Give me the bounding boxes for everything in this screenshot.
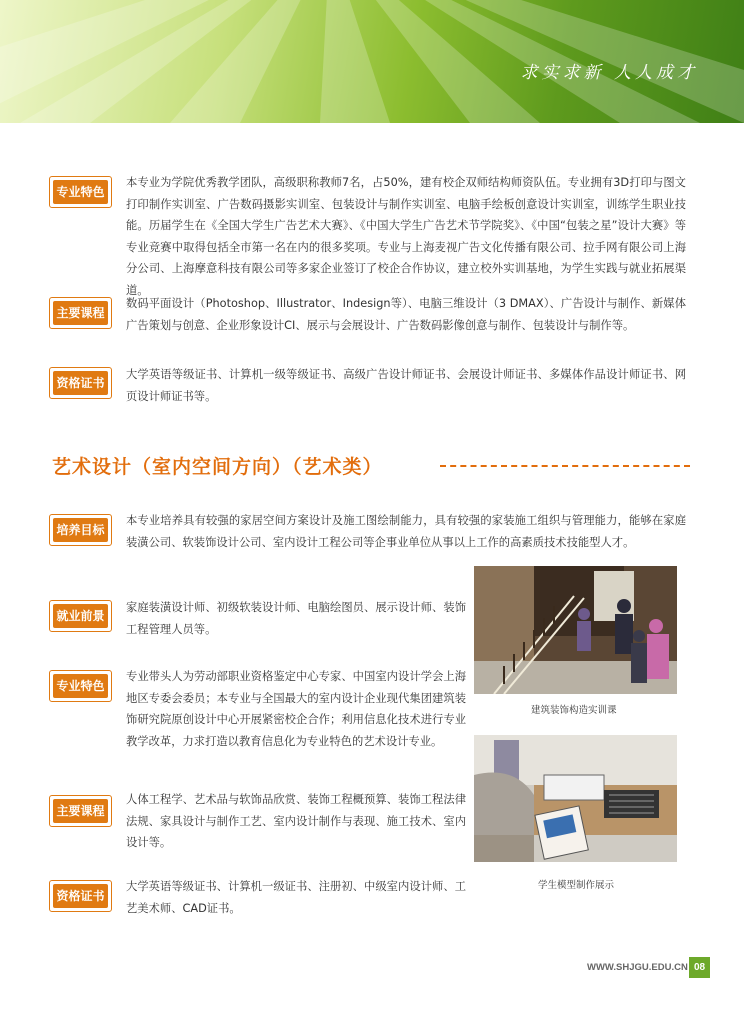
page-number: 08 xyxy=(689,957,710,978)
badge-certs-2: 资格证书 xyxy=(53,884,108,908)
certs-text-1: 大学英语等级证书、计算机一级等级证书、高级广告设计师证书、会展设计师证书、多媒体作品设计师证书、网页设计师证书等。 xyxy=(126,368,686,403)
badge-goal: 培养目标 xyxy=(53,518,108,542)
section-title: 艺术设计（室内空间方向）（艺术类） xyxy=(52,456,383,478)
specialty-text-1: 本专业为学院优秀教学团队，高级职称教师7名，占50%，建有校企双师结构师资队伍。专业拥有3D打印与图文打印制作实训室、广告数码摄影实训室、包装设计与制作实训室、电脑手绘板创意设计实训室，训练学生职业技能。历届学生在《全国大学生广告艺术大赛》、《中国大学生广告艺术节学院奖》、《中国“包装之星”设计大赛》等专业竞赛中取得包括全市第一名在内的很多奖项。专业与上海麦视广告文化传播有限公司、拉手网有限公司上海分公司、上海摩意科技有限公司等多家企业签订了校企合作协议，建立校外实训基地，为学生实践与就业拓展渠道。 xyxy=(126,176,686,297)
footer-url[interactable]: WWW.SHJGU.EDU.CN xyxy=(587,962,688,973)
title-dash-divider xyxy=(440,465,690,467)
photo2-caption: 学生模型制作展示 xyxy=(538,880,615,891)
photo-model-display xyxy=(474,735,677,862)
courses-text-2: 人体工程学、艺术品与软饰品欣赏、装饰工程概预算、装饰工程法律法规、家具设计与制作工艺、室内设计制作与表现、施工技术、室内设计等。 xyxy=(126,793,466,849)
courses-text-1: 数码平面设计（Photoshop、Illustrator、Indesign等）、电脑三维设计（3 DMAX）、广告设计与制作、新媒体广告策划与创意、企业形象设计CI、展示与会展设计、广告数码影像创意与制作、包装设计与制作等。 xyxy=(126,297,686,332)
badge-certs-1: 资格证书 xyxy=(53,371,108,395)
badge-prospects: 就业前景 xyxy=(53,604,108,628)
badge-courses-1: 主要课程 xyxy=(53,301,108,325)
badge-courses-2: 主要课程 xyxy=(53,799,108,823)
photo1-caption: 建筑装饰构造实训课 xyxy=(531,705,617,716)
certs-text-2: 大学英语等级证书、计算机一级证书、注册初、中级室内设计师、工艺美术师、CAD证书。 xyxy=(126,880,466,915)
goal-text: 本专业培养具有较强的家居空间方案设计及施工图绘制能力，具有较强的家装施工组织与管理能力，能够在家庭装潢公司、软装饰设计公司、室内设计工程公司等企事业单位从事以上工作的高素质技术技能型人才。 xyxy=(126,514,686,549)
header-banner xyxy=(0,0,744,123)
badge-specialty-1: 专业特色 xyxy=(53,180,108,204)
prospects-text: 家庭装潢设计师、初级软装设计师、电脑绘图员、展示设计师、装饰工程管理人员等。 xyxy=(126,601,466,636)
badge-specialty-2: 专业特色 xyxy=(53,674,108,698)
photo-staircase-class xyxy=(474,566,677,694)
slogan: 求实求新 人人成才 xyxy=(520,63,698,83)
specialty-text-2: 专业带头人为劳动部职业资格鉴定中心专家、中国室内设计学会上海地区专委会委员；本专业与全国最大的室内设计企业现代集团建筑装饰研究院原创设计中心开展紧密校企合作；利用信息化技术进行专业教学改革，力求打造以教育信息化为专业特色的艺术设计专业。 xyxy=(126,670,466,748)
